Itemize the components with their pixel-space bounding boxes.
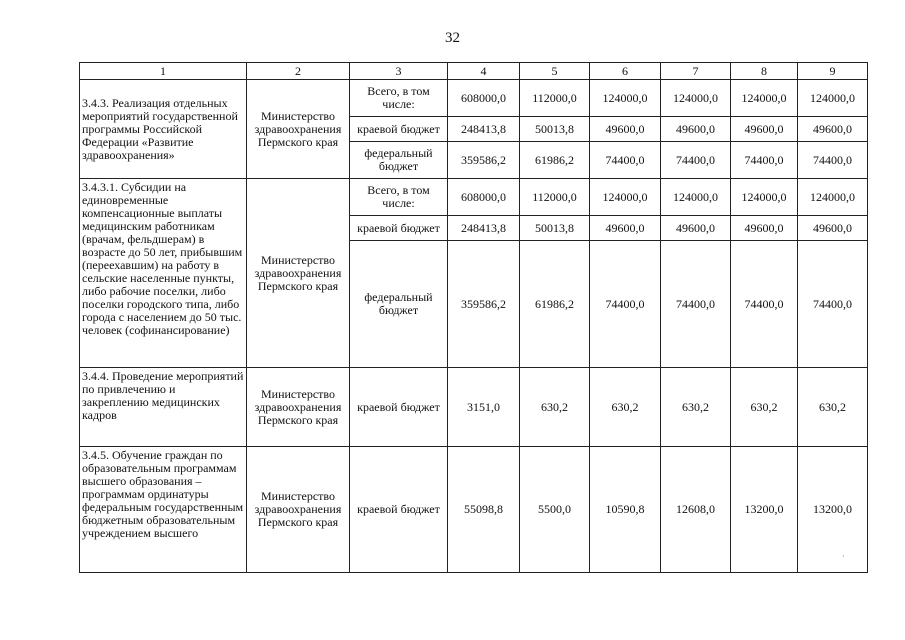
funding-source: краевой бюджет xyxy=(350,368,448,447)
amount-cell: 74400,0 xyxy=(590,241,661,368)
amount-cell: 50013,8 xyxy=(520,216,590,241)
amount-cell: 49600,0 xyxy=(731,117,798,142)
amount-cell: 124000,0 xyxy=(731,80,798,117)
amount-cell: 124000,0 xyxy=(731,179,798,216)
amount-cell: 630,2 xyxy=(731,368,798,447)
amount-cell: 630,2 xyxy=(661,368,731,447)
amount-cell: 55098,8 xyxy=(448,447,520,573)
measure-name: 3.4.3. Реализация отдельных мероприятий государственной программы Российской Федерации «Развитие здравоохранения» xyxy=(80,80,247,179)
amount-cell: 124000,0 xyxy=(798,179,868,216)
amount-cell: 49600,0 xyxy=(798,117,868,142)
amount-cell: 124000,0 xyxy=(661,179,731,216)
amount-cell: 630,2 xyxy=(520,368,590,447)
funding-source: краевой бюджет xyxy=(350,216,448,241)
funding-source: краевой бюджет xyxy=(350,447,448,573)
amount-cell: 124000,0 xyxy=(798,80,868,117)
measure-name: 3.4.4. Проведение мероприятий по привлечению и закреплению медицинских кадров xyxy=(80,368,247,447)
amount-cell: 10590,8 xyxy=(590,447,661,573)
page-number: 32 xyxy=(445,30,460,46)
amount-cell: 13200,0 xyxy=(731,447,798,573)
responsible-ministry: Министерство здравоохранения Пермского края xyxy=(247,80,350,179)
amount-cell: 61986,2 xyxy=(520,142,590,179)
amount-cell: 608000,0 xyxy=(448,80,520,117)
budget-table xyxy=(79,62,868,573)
funding-source: Всего, в том числе: xyxy=(350,80,448,117)
table-row xyxy=(80,80,868,117)
funding-source: Всего, в том числе: xyxy=(350,179,448,216)
amount-cell: 50013,8 xyxy=(520,117,590,142)
amount-cell: 5500,0 xyxy=(520,447,590,573)
table-row xyxy=(80,179,868,216)
column-number: 3 xyxy=(350,63,448,80)
column-number: 1 xyxy=(80,63,247,80)
funding-source: федеральный бюджет xyxy=(350,241,448,368)
amount-cell: 124000,0 xyxy=(661,80,731,117)
amount-cell: 74400,0 xyxy=(731,142,798,179)
measure-name: 3.4.3.1. Субсидии на единовременные компенсационные выплаты медицинским работникам (врачам, фельдшерам) в возрасте до 50 лет, прибывшим (переехавшим) на работу в сельские населенные пункты, либо рабочие поселки, либо поселки городского типа, либо города с населением до 50 тыс. человек (софинансирование) xyxy=(80,179,247,368)
amount-cell: 124000,0 xyxy=(590,80,661,117)
table-row xyxy=(80,368,868,447)
responsible-ministry: Министерство здравоохранения Пермского края xyxy=(247,368,350,447)
amount-cell: 248413,8 xyxy=(448,216,520,241)
amount-cell: 49600,0 xyxy=(590,216,661,241)
column-number: 7 xyxy=(661,63,731,80)
amount-cell: 359586,2 xyxy=(448,142,520,179)
amount-cell: 12608,0 xyxy=(661,447,731,573)
amount-cell: 124000,0 xyxy=(590,179,661,216)
table-row xyxy=(80,447,868,573)
amount-cell: 359586,2 xyxy=(448,241,520,368)
amount-cell: 74400,0 xyxy=(590,142,661,179)
amount-cell: 112000,0 xyxy=(520,179,590,216)
amount-cell: 49600,0 xyxy=(661,117,731,142)
amount-cell: 49600,0 xyxy=(798,216,868,241)
table-header-row xyxy=(80,63,868,80)
amount-cell: 74400,0 xyxy=(798,241,868,368)
amount-cell: 630,2 xyxy=(590,368,661,447)
column-number: 5 xyxy=(520,63,590,80)
amount-cell: 49600,0 xyxy=(590,117,661,142)
amount-cell: 13200,0 xyxy=(798,447,868,573)
column-number: 6 xyxy=(590,63,661,80)
measure-name: 3.4.5. Обучение граждан по образовательным программам высшего образования – программам ординатуры федеральным государственным бюджетным образовательным учреждением высшего xyxy=(80,447,247,573)
responsible-ministry: Министерство здравоохранения Пермского края xyxy=(247,179,350,368)
amount-cell: 74400,0 xyxy=(661,241,731,368)
funding-source: краевой бюджет xyxy=(350,117,448,142)
amount-cell: 61986,2 xyxy=(520,241,590,368)
amount-cell: 49600,0 xyxy=(731,216,798,241)
column-number: 4 xyxy=(448,63,520,80)
column-number: 2 xyxy=(247,63,350,80)
column-number: 8 xyxy=(731,63,798,80)
amount-cell: 3151,0 xyxy=(448,368,520,447)
amount-cell: 74400,0 xyxy=(798,142,868,179)
amount-cell: 74400,0 xyxy=(661,142,731,179)
funding-source: федеральный бюджет xyxy=(350,142,448,179)
column-number: 9 xyxy=(798,63,868,80)
amount-cell: 608000,0 xyxy=(448,179,520,216)
amount-cell: 49600,0 xyxy=(661,216,731,241)
responsible-ministry: Министерство здравоохранения Пермского края xyxy=(247,447,350,573)
amount-cell: 112000,0 xyxy=(520,80,590,117)
amount-cell: 248413,8 xyxy=(448,117,520,142)
scan-speck: · xyxy=(842,552,845,561)
amount-cell: 74400,0 xyxy=(731,241,798,368)
amount-cell: 630,2 xyxy=(798,368,868,447)
